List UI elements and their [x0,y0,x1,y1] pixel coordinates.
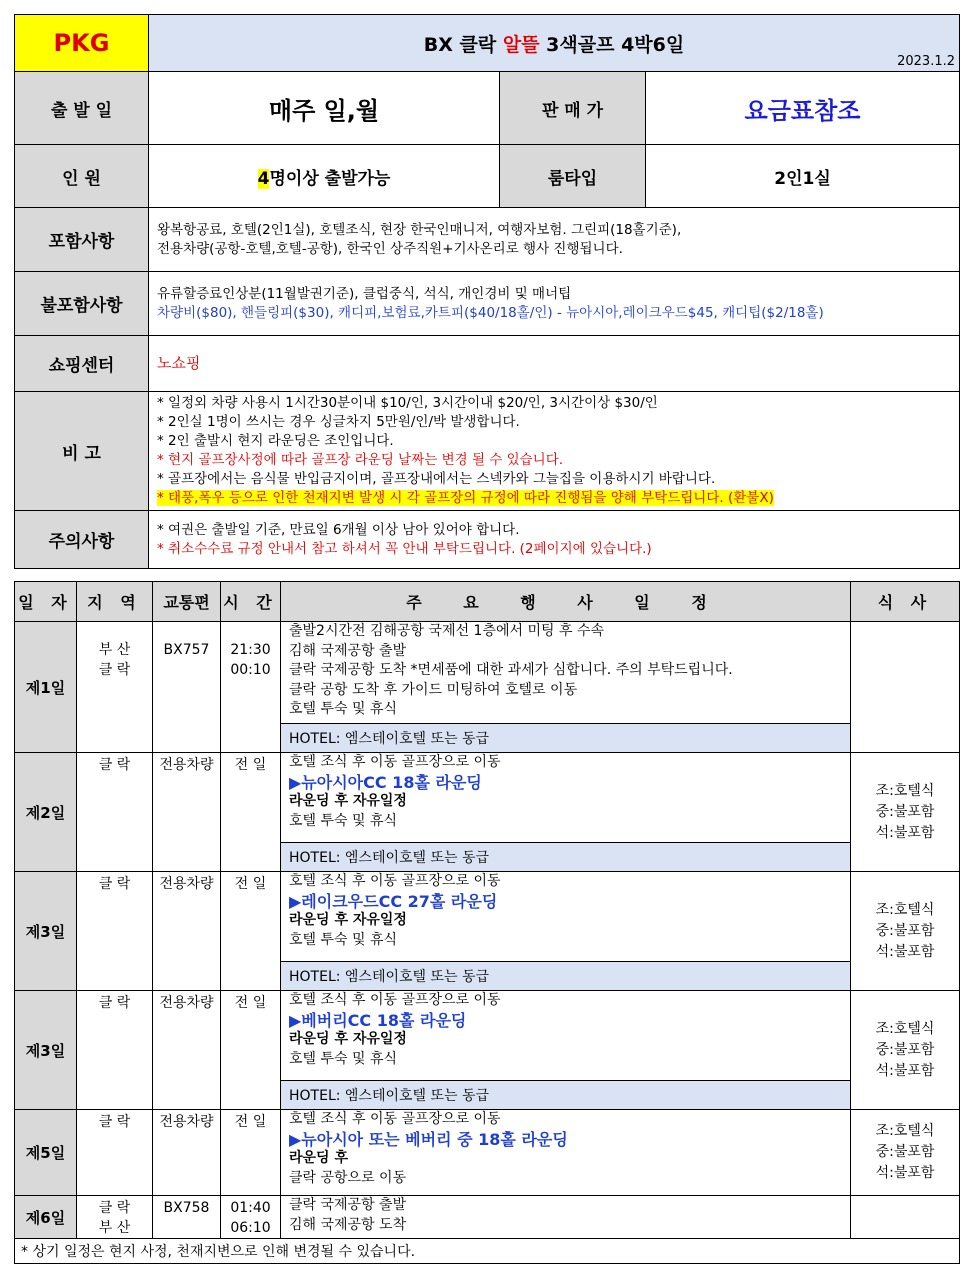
region: 부 산 [98,642,131,658]
golf-round: ▶뉴아시아 또는 베버리 중 18홀 라운딩 [289,1129,568,1149]
schedule-cell [281,1110,851,1196]
region-cell [77,1196,153,1239]
excluded-value [149,272,960,336]
transport: 전용차량 [153,991,221,1110]
meal: 중:불포함 [875,922,935,939]
meal: 조:호텔식 [875,1020,935,1037]
meal: 중:불포함 [875,1041,935,1058]
meal: 조:호텔식 [875,782,935,799]
remarks-line: * 2인실 1명이 쓰시는 경우 싱글차지 5만원/인/박 발생합니다. [157,414,520,430]
schedule-line: 라운딩 후 자유일정 [289,912,407,928]
remarks-line: * 2인 출발시 현지 라운딩은 조인입니다. [157,433,394,449]
time: 06:10 [230,1220,271,1236]
meals-cell [851,991,960,1110]
day-label: 제2일 [15,753,77,872]
people-value [149,145,500,208]
schedule-line: 호텔 조식 후 이동 골프장으로 이동 [289,873,501,889]
region-cell [77,622,153,753]
title-suffix: 3색골프 4박6일 [539,33,685,56]
golf-round: ▶베버리CC 18홀 라운딩 [289,1010,467,1030]
region: 클 락 [77,753,153,872]
meals-cell [851,1196,960,1239]
transport: BX757 [163,642,210,658]
included-line: 왕복항공료, 호텔(2인1실), 호텔조식, 현장 한국인매니저, 여행자보험. 그린피(18홀기준), [157,221,682,238]
schedule-line: 호텔 투숙 및 휴식 [289,701,398,717]
time: 01:40 [230,1200,271,1216]
departure-value: 매주 일,월 [149,72,500,145]
region: 클 락 [77,872,153,991]
schedule-cell [281,622,851,724]
day-label: 제1일 [15,622,77,753]
transport: 전용차량 [153,753,221,872]
page-title [149,15,960,72]
shopping-value: 노쇼핑 [149,336,960,392]
people-text: 명이상 출발가능 [269,168,391,189]
hotel-info: HOTEL: 엠스테이호텔 또는 동급 [281,962,851,991]
time-cell [221,622,281,753]
remarks-label: 비 고 [15,392,149,511]
schedule-cell [281,1196,851,1239]
transport: BX758 [153,1196,221,1239]
schedule-line: 호텔 조식 후 이동 골프장으로 이동 [289,992,501,1008]
region: 클 락 [98,662,131,678]
meal: 중:불포함 [875,803,935,820]
included-line: 전용차량(공항-호텔,호텔-공항), 한국인 상주직원+기사온리로 행사 진행됩니다. [157,240,623,257]
time: 전 일 [221,753,281,872]
caution-warning: * 취소수수료 규정 안내서 참고 하셔서 꼭 안내 부탁드립니다. (2페이지에 있습니다.) [157,540,652,557]
hotel-info: HOTEL: 엠스테이호텔 또는 동급 [281,1081,851,1110]
title-highlight: 알뜰 [502,33,540,56]
schedule-line: 호텔 조식 후 이동 골프장으로 이동 [289,1111,501,1127]
time: 21:30 [230,642,271,658]
caution-line: * 여권은 출발일 기준, 만료일 6개월 이상 남아 있어야 합니다. [157,521,520,538]
excluded-label: 불포함사항 [15,272,149,336]
col-header-meals: 식 사 [851,582,960,622]
pkg-badge: PKG [15,15,149,72]
region: 클 락 [77,1110,153,1196]
meals-cell [851,872,960,991]
room-label: 룸타입 [500,145,646,208]
people-highlight: 4 [257,168,270,189]
info-table [14,14,960,569]
footnote: * 상기 일정은 현지 사정, 천재지변으로 인해 변경될 수 있습니다. [15,1239,960,1264]
region: 클 락 [77,991,153,1110]
meals-cell [851,622,960,753]
day-label: 제6일 [15,1196,77,1239]
schedule-line: 호텔 조식 후 이동 골프장으로 이동 [289,754,501,770]
schedule-line: 호텔 투숙 및 휴식 [289,931,398,948]
caution-value [149,511,960,569]
col-header-time: 시 간 [221,582,281,622]
remarks-line: * 골프장에서는 음식물 반입금지이며, 골프장내에서는 스넥카와 그늘집을 이용하시기 바랍니다. [157,471,716,487]
schedule-line: 김해 국제공항 도착 [289,1216,407,1233]
schedule-line: 클락 공항으로 이동 [289,1169,407,1186]
meal: 조:호텔식 [875,1123,935,1139]
day-label: 제3일 [15,872,77,991]
day-label: 제5일 [15,1110,77,1196]
page [14,14,959,1264]
document-date: 2023.1.2 [897,54,955,69]
remarks-value [149,392,960,511]
price-value: 요금표참조 [646,72,960,145]
golf-round: ▶레이크우드CC 27홀 라운딩 [289,891,498,911]
hotel-info: HOTEL: 엠스테이호텔 또는 동급 [281,843,851,872]
meal: 조:호텔식 [875,901,935,918]
meal: 석:불포함 [875,824,935,841]
time: 전 일 [221,991,281,1110]
title-prefix: BX 클락 [423,33,503,56]
schedule-line: 클락 국제공항 도착 *면세품에 대한 과세가 심합니다. 주의 부탁드립니다. [289,662,733,678]
transport: 전용차량 [153,1110,221,1196]
col-header-region: 지 역 [77,582,153,622]
caution-label: 주의사항 [15,511,149,569]
schedule-cell [281,753,851,843]
region: 클 락 [98,1200,131,1216]
schedule-cell [281,991,851,1081]
remarks-highlight: * 태풍,폭우 등으로 인한 천재지변 발생 시 각 골프장의 규정에 따라 진행됨을 양해 부탁드립니다. (환불X) [157,490,774,506]
excluded-line: 유류할증료인상분(11월발권기준), 클럽중식, 석식, 개인경비 및 매너팁 [157,285,572,302]
itinerary-table [14,581,960,1264]
schedule-line: 클락 국제공항 출발 [289,1197,407,1213]
schedule-cell [281,872,851,962]
schedule-line: 출발2시간전 김해공항 국제선 1층에서 미팅 후 수속 [289,623,604,639]
region: 부 산 [98,1220,131,1236]
meals-cell [851,1110,960,1196]
golf-round: ▶뉴아시아CC 18홀 라운딩 [289,772,482,792]
transport: 전용차량 [153,872,221,991]
price-label: 판 매 가 [500,72,646,145]
time: 00:10 [230,662,271,678]
col-header-day: 일 자 [15,582,77,622]
included-label: 포함사항 [15,208,149,272]
meals-cell [851,753,960,872]
excluded-fee-line: 차량비($80), 핸들링피($30), 캐디피,보험료,카트피($40/18홀/인) - 뉴아시아,레이크우드$45, 캐디팁($2/18홀) [157,304,824,321]
remarks-line: * 일정외 차량 사용시 1시간30분이내 $10/인, 3시간이내 $20/인, 3시간이상 $30/인 [157,395,658,411]
hotel-info: HOTEL: 엠스테이호텔 또는 동급 [281,724,851,753]
col-header-transport: 교통편 [153,582,221,622]
time: 전 일 [221,1110,281,1196]
remarks-warning: * 현지 골프장사정에 따라 골프장 라운딩 날짜는 변경 될 수 있습니다. [157,452,564,468]
meal: 석:불포함 [875,1165,935,1181]
shopping-label: 쇼핑센터 [15,336,149,392]
schedule-line: 호텔 투숙 및 휴식 [289,1050,398,1067]
schedule-line: 라운딩 후 자유일정 [289,793,407,809]
time-cell [221,1196,281,1239]
schedule-line: 김해 국제공항 출발 [289,642,407,659]
col-header-schedule: 주 요 행 사 일 정 [281,582,851,622]
day-label: 제3일 [15,991,77,1110]
included-value [149,208,960,272]
meal: 석:불포함 [875,943,935,960]
schedule-line: 라운딩 후 [289,1150,348,1166]
departure-label: 출 발 일 [15,72,149,145]
meal: 중:불포함 [875,1144,935,1160]
transport-cell [153,622,221,753]
people-label: 인 원 [15,145,149,208]
time: 전 일 [221,872,281,991]
schedule-line: 클락 공항 도착 후 가이드 미팅하여 호텔로 이동 [289,681,578,698]
room-value: 2인1실 [646,145,960,208]
schedule-line: 라운딩 후 자유일정 [289,1031,407,1047]
schedule-line: 호텔 투숙 및 휴식 [289,812,398,829]
meal: 석:불포함 [875,1062,935,1079]
